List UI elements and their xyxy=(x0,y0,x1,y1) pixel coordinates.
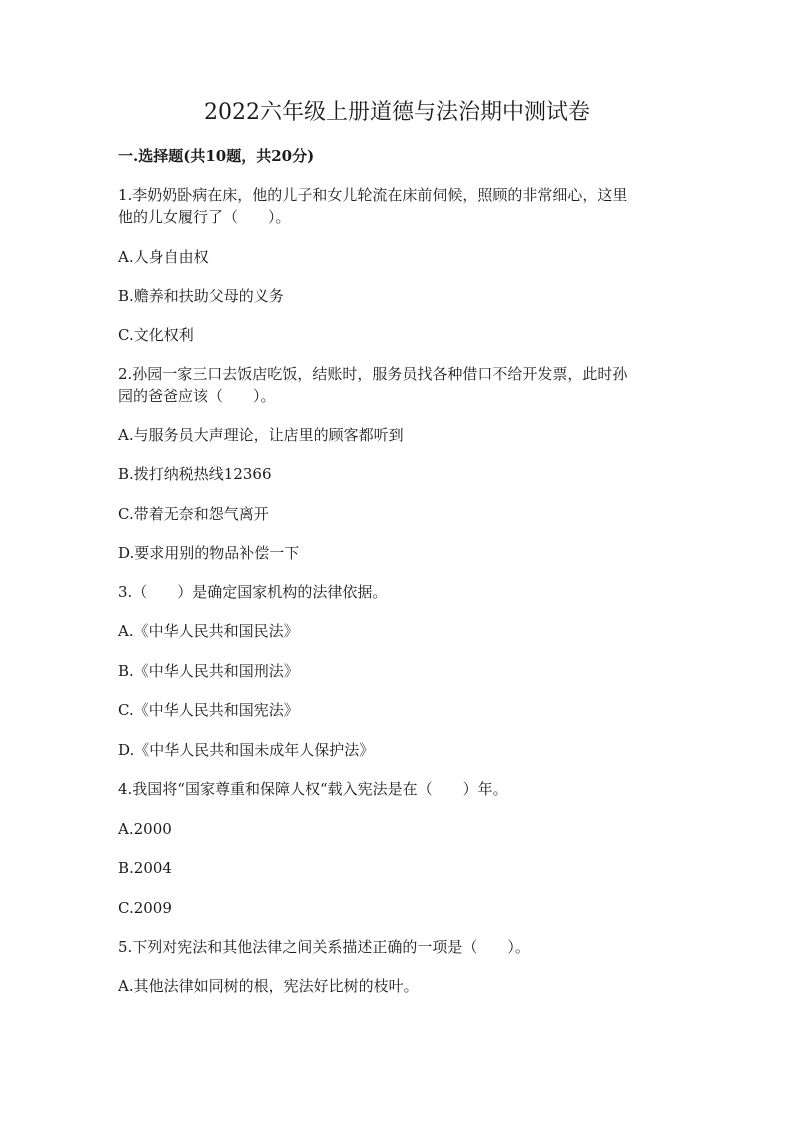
question-3-option-a: A.《中华人民共和国民法》 xyxy=(118,622,299,640)
question-2-option-c: C.带着无奈和怨气离开 xyxy=(118,505,269,523)
question-4-option-a: A.2000 xyxy=(118,820,172,838)
question-3-option-d: D.《中华人民共和国未成年人保护法》 xyxy=(118,741,375,759)
question-1-option-c: C.文化权利 xyxy=(118,326,194,344)
page-title: 2022六年级上册道德与法治期中测试卷 xyxy=(204,100,590,125)
question-3-option-c: C.《中华人民共和国宪法》 xyxy=(118,701,299,719)
question-3-stem-line-1: 3.（ ）是确定国家机构的法律依据。 xyxy=(118,583,388,601)
question-5-stem-line-1: 5.下列对宪法和其他法律之间关系描述正确的一项是（ ）。 xyxy=(118,938,530,956)
question-2-option-a: A.与服务员大声理论，让店里的顾客都听到 xyxy=(118,426,404,444)
question-2-stem-line-2: 园的爸爸应该（ ）。 xyxy=(118,387,276,405)
question-1-stem-line-2: 他的儿女履行了（ ）。 xyxy=(118,208,291,226)
question-4-option-b: B.2004 xyxy=(118,859,172,877)
question-2-stem-line-1: 2.孙园一家三口去饭店吃饭，结账时，服务员找各种借口不给开发票，此时孙 xyxy=(118,365,628,383)
question-1-stem-line-1: 1.李奶奶卧病在床，他的儿子和女儿轮流在床前伺候，照顾的非常细心，这里 xyxy=(118,186,628,204)
question-1-option-b: B.赡养和扶助父母的义务 xyxy=(118,287,284,305)
section-heading: 一.选择题(共10题，共20分) xyxy=(118,147,315,165)
question-3-option-b: B.《中华人民共和国刑法》 xyxy=(118,662,299,680)
question-1-option-a: A.人身自由权 xyxy=(118,248,209,266)
question-4-option-c: C.2009 xyxy=(118,899,172,917)
question-5-option-a: A.其他法律如同树的根，宪法好比树的枝叶。 xyxy=(118,977,419,995)
question-2-option-b: B.拨打纳税热线12366 xyxy=(118,465,272,483)
question-2-option-d: D.要求用别的物品补偿一下 xyxy=(118,544,300,562)
question-4-stem-line-1: 4.我国将“国家尊重和保障人权“载入宪法是在（ ）年。 xyxy=(118,780,508,798)
